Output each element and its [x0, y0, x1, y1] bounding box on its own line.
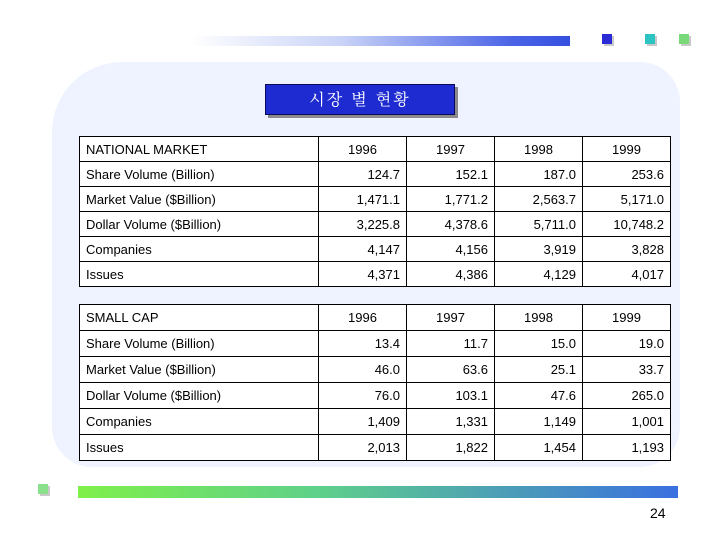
cell-value: 25.1 — [495, 357, 583, 383]
table-row — [80, 187, 671, 212]
row-label: Market Value ($Billion) — [80, 187, 319, 212]
row-label: Dollar Volume ($Billion) — [80, 212, 319, 237]
table-row — [80, 262, 671, 287]
table-row — [80, 212, 671, 237]
cell-value: 19.0 — [583, 331, 671, 357]
cell-value: 46.0 — [319, 357, 407, 383]
bottom-gradient-bar — [78, 486, 678, 498]
cell-value: 1,454 — [495, 435, 583, 461]
cell-value: 187.0 — [495, 162, 583, 187]
table-title: NATIONAL MARKET — [80, 137, 319, 162]
cell-value: 10,748.2 — [583, 212, 671, 237]
cell-value: 1,822 — [407, 435, 495, 461]
year-header: 1996 — [319, 305, 407, 331]
table-row — [80, 162, 671, 187]
row-label: Companies — [80, 237, 319, 262]
row-label: Issues — [80, 262, 319, 287]
year-header: 1999 — [583, 305, 671, 331]
cell-value: 15.0 — [495, 331, 583, 357]
cell-value: 63.6 — [407, 357, 495, 383]
green-square-icon — [679, 34, 689, 44]
cell-value: 124.7 — [319, 162, 407, 187]
cell-value: 152.1 — [407, 162, 495, 187]
cell-value: 3,919 — [495, 237, 583, 262]
year-header: 1998 — [495, 137, 583, 162]
year-header: 1997 — [407, 137, 495, 162]
row-label: Share Volume (Billion) — [80, 162, 319, 187]
cell-value: 2,563.7 — [495, 187, 583, 212]
top-gradient-bar — [190, 36, 570, 46]
year-header: 1999 — [583, 137, 671, 162]
cell-value: 1,149 — [495, 409, 583, 435]
year-header: 1998 — [495, 305, 583, 331]
row-label: Market Value ($Billion) — [80, 357, 319, 383]
national-market-table — [79, 136, 671, 287]
cell-value: 4,156 — [407, 237, 495, 262]
cell-value: 1,771.2 — [407, 187, 495, 212]
table-row — [80, 237, 671, 262]
cell-value: 4,129 — [495, 262, 583, 287]
table-row — [80, 357, 671, 383]
cell-value: 1,471.1 — [319, 187, 407, 212]
table-row — [80, 409, 671, 435]
cell-value: 5,171.0 — [583, 187, 671, 212]
cell-value: 4,378.6 — [407, 212, 495, 237]
small-cap-table — [79, 304, 671, 461]
cell-value: 265.0 — [583, 383, 671, 409]
cell-value: 2,013 — [319, 435, 407, 461]
cell-value: 1,331 — [407, 409, 495, 435]
cell-value: 47.6 — [495, 383, 583, 409]
cell-value: 3,828 — [583, 237, 671, 262]
row-label: Issues — [80, 435, 319, 461]
cell-value: 103.1 — [407, 383, 495, 409]
cell-value: 3,225.8 — [319, 212, 407, 237]
cell-value: 76.0 — [319, 383, 407, 409]
cell-value: 13.4 — [319, 331, 407, 357]
page-number: 24 — [650, 505, 666, 521]
table-header-row — [80, 137, 671, 162]
cell-value: 33.7 — [583, 357, 671, 383]
cell-value: 4,386 — [407, 262, 495, 287]
row-label: Share Volume (Billion) — [80, 331, 319, 357]
cell-value: 5,711.0 — [495, 212, 583, 237]
cell-value: 4,371 — [319, 262, 407, 287]
table-title: SMALL CAP — [80, 305, 319, 331]
cell-value: 11.7 — [407, 331, 495, 357]
green-square-icon-bottom — [38, 484, 48, 494]
cell-value: 1,001 — [583, 409, 671, 435]
teal-square-icon — [645, 34, 655, 44]
table-row — [80, 331, 671, 357]
cell-value: 4,147 — [319, 237, 407, 262]
cell-value: 4,017 — [583, 262, 671, 287]
blue-square-icon — [602, 34, 612, 44]
row-label: Companies — [80, 409, 319, 435]
cell-value: 1,193 — [583, 435, 671, 461]
table-row — [80, 383, 671, 409]
table-header-row — [80, 305, 671, 331]
year-header: 1996 — [319, 137, 407, 162]
row-label: Dollar Volume ($Billion) — [80, 383, 319, 409]
cell-value: 253.6 — [583, 162, 671, 187]
year-header: 1997 — [407, 305, 495, 331]
table-row — [80, 435, 671, 461]
slide-title: 시장 별 현황 — [265, 84, 455, 115]
cell-value: 1,409 — [319, 409, 407, 435]
